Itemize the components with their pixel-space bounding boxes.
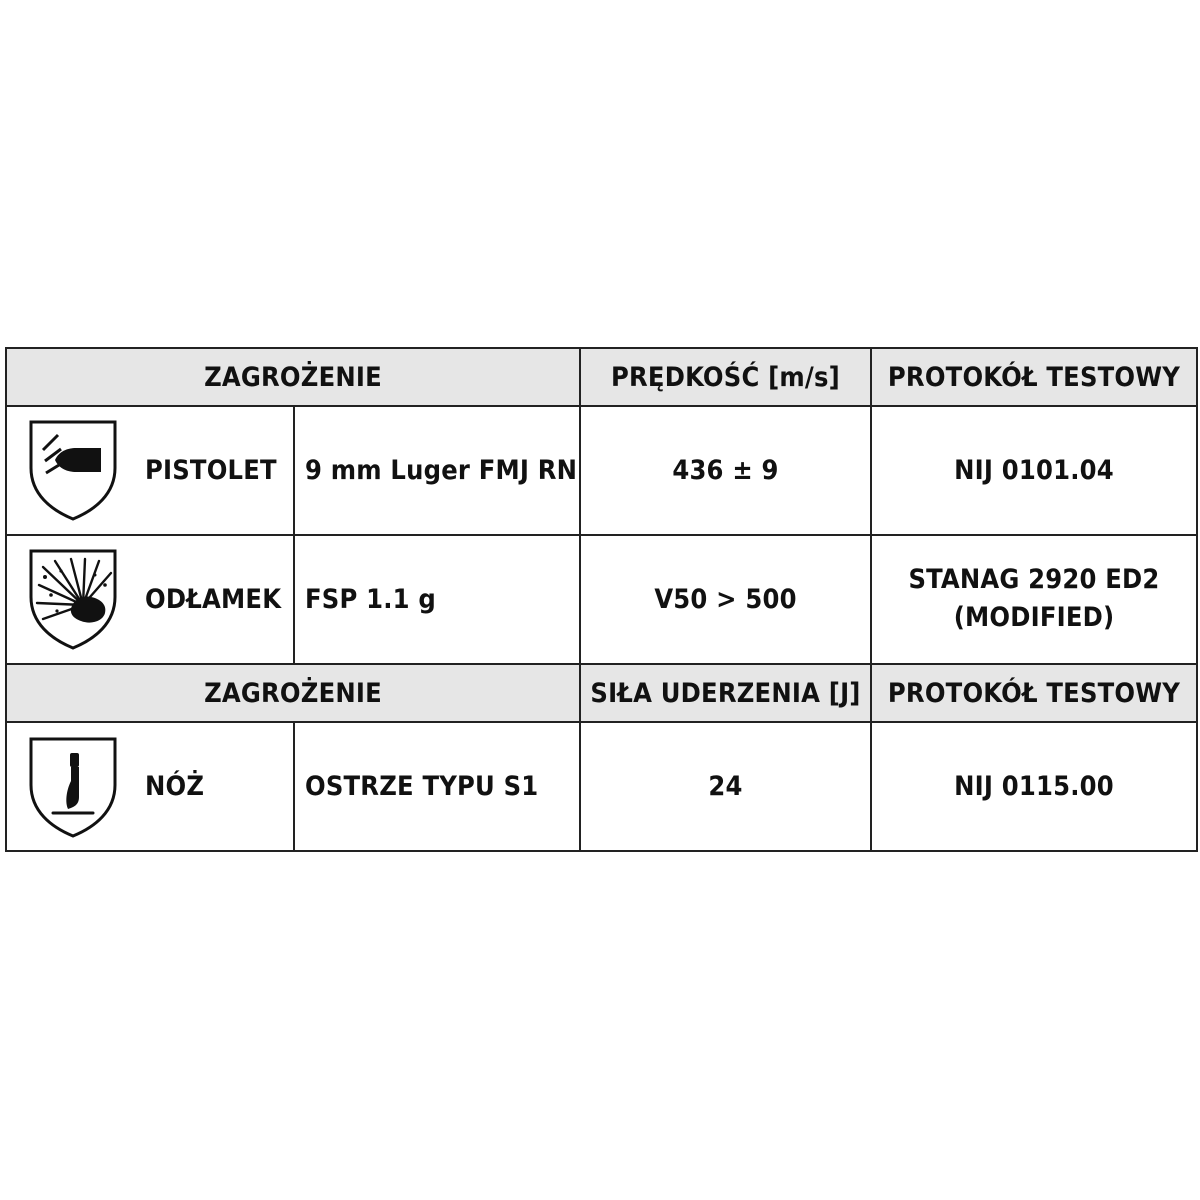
table-row-fragment (6, 535, 1197, 665)
protocol-line-2: (MODIFIED) (953, 602, 1115, 634)
table-row-pistol (6, 406, 1197, 535)
protocol-cell: NIJ 0101.04 (871, 406, 1197, 535)
protocol-line-1: STANAG 2920 ED2 (908, 564, 1160, 596)
threat-label: ODŁAMEK (145, 583, 282, 615)
stab-header-row (6, 664, 1197, 722)
bullet-shield-icon (27, 418, 119, 522)
threat-label: NÓŻ (145, 771, 205, 803)
speed-cell: 436 ± 9 (580, 406, 871, 535)
threat-cell-pistol (6, 406, 294, 535)
header-protocol: PROTOKÓŁ TESTOWY (871, 348, 1197, 406)
header-speed: PRĘDKOŚĆ [m/s] (580, 348, 871, 406)
header-threat: ZAGROŻENIE (6, 348, 580, 406)
threat-cell-knife (6, 722, 294, 851)
ammo-cell: 9 mm Luger FMJ RN (294, 406, 580, 535)
table-row-knife (6, 722, 1197, 851)
fragment-shield-icon (27, 547, 119, 651)
protocol-cell: NIJ 0115.00 (871, 722, 1197, 851)
protocol-cell (871, 535, 1197, 665)
ammo-cell: FSP 1.1 g (294, 535, 580, 665)
threat-label: PISTOLET (145, 454, 277, 486)
ballistic-header-row (6, 348, 1197, 406)
speed-cell: V50 > 500 (580, 535, 871, 665)
force-cell: 24 (580, 722, 871, 851)
protection-spec-table (5, 347, 1198, 852)
blade-cell: OSTRZE TYPU S1 (294, 722, 580, 851)
threat-cell-fragment (6, 535, 294, 665)
header-threat: ZAGROŻENIE (6, 664, 580, 722)
header-impact-force: SIŁA UDERZENIA [J] (580, 664, 871, 722)
knife-shield-icon (27, 735, 119, 839)
header-protocol: PROTOKÓŁ TESTOWY (871, 664, 1197, 722)
